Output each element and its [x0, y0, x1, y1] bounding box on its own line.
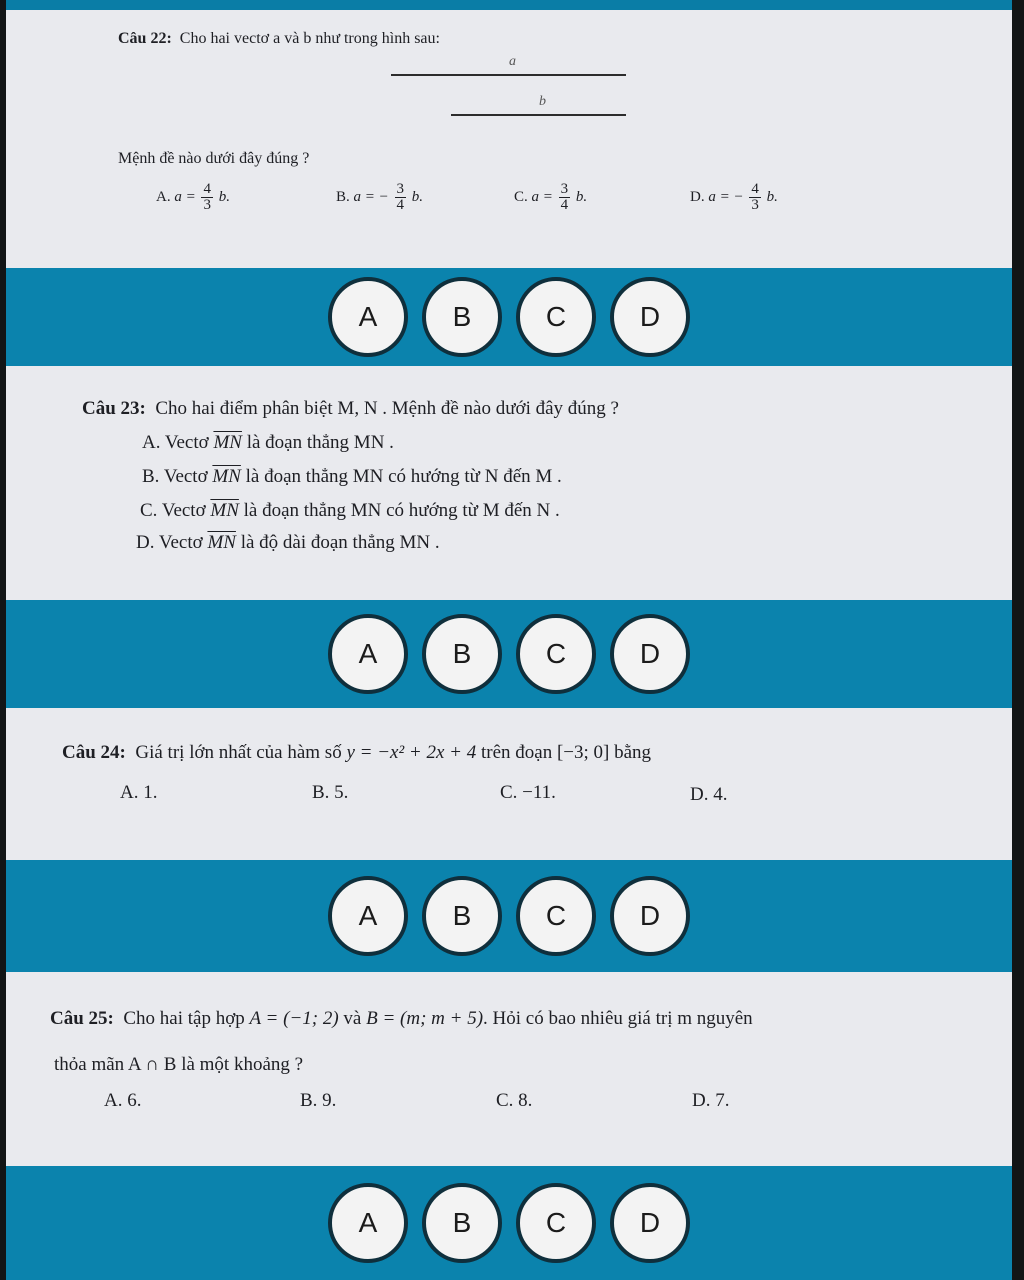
question-25-text-line2: thỏa mãn A ∩ B là một khoảng ? [54, 1054, 304, 1075]
option-rhs: b. [766, 188, 778, 205]
question-24-card [6, 708, 1012, 860]
answer-c-button[interactable]: C [516, 1183, 596, 1263]
answer-c-button[interactable]: C [516, 876, 596, 956]
answer-c-button[interactable]: C [516, 614, 596, 694]
option-letter: D. [690, 188, 705, 205]
question-25-option-a: A. 6. [104, 1090, 142, 1111]
option-lhs: a = [174, 188, 196, 205]
question-24-option-c: C. −11. [500, 782, 556, 803]
question-22-text: Cho hai vectơ a và b như trong hình sau: [179, 30, 440, 47]
question-25-number: Câu 25: [50, 1008, 114, 1029]
answer-band-q22 [6, 268, 1012, 366]
question-23-option-d: D. Vectơ $\overline{MN}$ là độ dài đoạn thẳng MN . [136, 532, 440, 553]
question-23-number: Câu 23: [82, 398, 146, 419]
question-23-option-c: C. Vectơ $\overline{MN}$ là đoạn thẳng MN có hướng từ M đến N . [140, 500, 560, 521]
vector-a-label: a [509, 54, 516, 69]
question-23-card [6, 366, 1012, 600]
question-22-option-b [336, 182, 423, 213]
vector-b-line [451, 114, 626, 116]
question-22-number: Câu 22: [118, 30, 172, 47]
option-fraction: $\frac{4}{3}$ [203, 181, 211, 213]
answer-c-button[interactable]: C [516, 277, 596, 357]
option-rhs: b. [218, 188, 230, 205]
vector-a-line [391, 74, 626, 76]
question-24-option-d: D. 4. [690, 784, 728, 805]
option-letter: C. [514, 188, 528, 205]
option-fraction: $\frac{4}{3}$ [751, 181, 759, 213]
question-22-option-d [690, 182, 778, 213]
answer-b-button[interactable]: B [422, 1183, 502, 1263]
option-lhs: a = − [708, 188, 744, 205]
set-b: B = (m; m + 5) [366, 1008, 484, 1029]
answer-b-button[interactable]: B [422, 277, 502, 357]
option-letter: A. [156, 188, 171, 205]
question-25-option-d: D. 7. [692, 1090, 730, 1111]
option-letter: B. [336, 188, 350, 205]
question-25-heading: Câu 25: Cho hai tập hợp A = (−1; 2) và B = (m; m + 5). Hỏi có bao nhiêu giá trị m nguyên [50, 1008, 753, 1029]
question-22-prompt: Mệnh đề nào dưới đây đúng ? [118, 150, 310, 167]
answer-a-button[interactable]: A [328, 277, 408, 357]
option-fraction: $\frac{3}{4}$ [396, 181, 405, 213]
answer-a-button[interactable]: A [328, 876, 408, 956]
question-23-option-b: B. Vectơ $\overline{MN}$ là đoạn thẳng MN có hướng từ N đến M . [142, 466, 562, 487]
question-24-heading: Câu 24: Giá trị lớn nhất của hàm số y = −x² + 2x + 4 trên đoạn [−3; 0] bằng [62, 742, 652, 763]
question-22-heading [118, 30, 440, 48]
question-22-card [6, 10, 1012, 268]
answer-d-button[interactable]: D [610, 277, 690, 357]
question-22-option-a [156, 182, 230, 213]
answer-d-button[interactable]: D [610, 876, 690, 956]
answer-band-q24 [6, 860, 1012, 972]
question-25-option-c: C. 8. [496, 1090, 533, 1111]
answer-a-button[interactable]: A [328, 1183, 408, 1263]
option-lhs: a = [531, 188, 553, 205]
answer-b-button[interactable]: B [422, 614, 502, 694]
question-24-option-a: A. 1. [120, 782, 158, 803]
answer-band-q25 [6, 1166, 1012, 1280]
option-fraction: $\frac{3}{4}$ [560, 181, 569, 213]
question-24-option-b: B. 5. [312, 782, 349, 803]
set-a: A = (−1; 2) [249, 1008, 339, 1029]
option-lhs: a = − [353, 188, 389, 205]
vector-b-label: b [539, 94, 546, 109]
question-22-option-c [514, 182, 587, 213]
question-25-option-b: B. 9. [300, 1090, 337, 1111]
answer-band-q23 [6, 600, 1012, 708]
answer-a-button[interactable]: A [328, 614, 408, 694]
answer-d-button[interactable]: D [610, 1183, 690, 1263]
quiz-screen [6, 0, 1012, 1280]
option-rhs: b. [575, 188, 588, 205]
question-25-card [6, 972, 1012, 1166]
question-23-heading [82, 398, 619, 420]
function-formula: y = −x² + 2x + 4 [346, 742, 477, 763]
question-23-text: Cho hai điểm phân biệt M, N . Mệnh đề nào dưới đây đúng ? [155, 398, 619, 419]
answer-b-button[interactable]: B [422, 876, 502, 956]
top-bar [6, 0, 1012, 10]
answer-d-button[interactable]: D [610, 614, 690, 694]
question-23-option-a: A. Vectơ $\overline{MN}$ là đoạn thẳng MN . [142, 432, 394, 453]
question-24-number: Câu 24: [62, 742, 126, 763]
option-rhs: b. [411, 188, 424, 205]
